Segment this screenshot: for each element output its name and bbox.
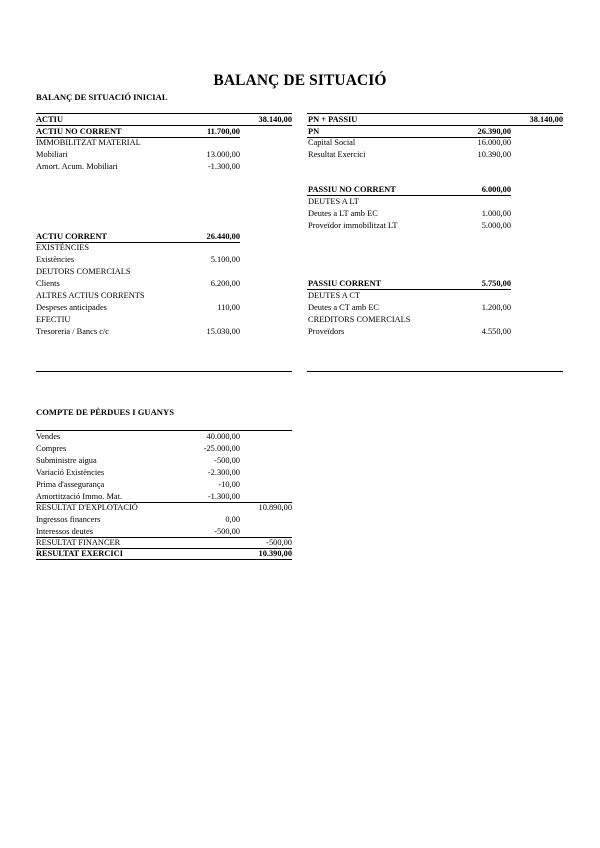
pyg-row-label: Interessos deutes	[36, 527, 93, 536]
pyg-row-label: Compres	[36, 444, 67, 453]
resultat-explotacio-value: 10.890,00	[258, 503, 292, 512]
passiu-corrent-rule	[307, 289, 511, 290]
pyg-row-value: -500,00	[214, 527, 240, 536]
pyg-bottom-rule	[36, 559, 292, 560]
passiu-top-rule	[307, 113, 563, 114]
row-value: -1.300,00	[207, 162, 240, 171]
group-label: DEUTORS COMERCIALS	[36, 267, 131, 276]
pyg-row-label: Amortització Immo. Mat.	[36, 492, 123, 501]
row-value: 6.200,00	[210, 279, 240, 288]
pn-total: 26.390,00	[477, 127, 511, 136]
actiu-no-corrent-label: ACTIU NO CORRENT	[36, 127, 122, 136]
actiu-header: ACTIU	[36, 115, 63, 124]
row-value: 5.100,00	[210, 255, 240, 264]
row-value: 15.030,00	[206, 327, 240, 336]
pyg-row-value: -1.300,00	[207, 492, 240, 501]
actiu-corrent-label: ACTIU CORRENT	[36, 232, 107, 241]
group-label: DEUTES A LT	[308, 197, 359, 206]
pyg-row-value: -2.300,00	[207, 468, 240, 477]
row-value: 1.000,00	[481, 209, 511, 218]
pyg-row-label: Ingressos financers	[36, 515, 101, 524]
resultat-financer-label: RESULTAT FINANCER	[36, 538, 121, 547]
pyg-row-value: 0,00	[225, 515, 240, 524]
row-label: Resultat Exercici	[308, 150, 366, 159]
row-label: Capital Social	[308, 138, 356, 147]
row-label: Despeses anticipades	[36, 303, 107, 312]
actiu-bottom-rule	[36, 371, 292, 372]
row-label: Tresoreria / Bancs c/c	[36, 327, 109, 336]
pyg-row-label: Prima d'assegurança	[36, 480, 105, 489]
actiu-top-rule	[36, 113, 292, 114]
passiu-header: PN + PASSIU	[308, 115, 358, 124]
row-value: 10.390,00	[477, 150, 511, 159]
pyg-row-value: -25.000,00	[203, 444, 240, 453]
pn-label: PN	[308, 127, 320, 136]
row-label: Deutes a CT amb EC	[308, 303, 380, 312]
actiu-total: 38.140,00	[258, 115, 292, 124]
page-title: BALANÇ DE SITUACIÓ	[213, 72, 387, 89]
pyg-row-label: Subministre aigua	[36, 456, 97, 465]
passiu-no-corrent-label: PASSIU NO CORRENT	[308, 185, 396, 194]
row-label: Deutes a LT amb EC	[308, 209, 378, 218]
pyg-row-label: Vendes	[36, 432, 61, 441]
row-label: Amort. Acum. Mobiliari	[36, 162, 118, 171]
row-value: 110,00	[217, 303, 240, 312]
actiu-no-corrent-total: 11.700,00	[206, 127, 240, 136]
group-label: EFECTIU	[36, 315, 71, 324]
row-value: 13.000,00	[206, 150, 240, 159]
balance-subtitle: BALANÇ DE SITUACIÓ INICIAL	[36, 92, 168, 102]
group-label: CREDITORS COMERCIALS	[308, 315, 411, 324]
pyg-row-label: Variació Existències	[36, 468, 105, 477]
group-label: EXISTÈNCIES	[36, 243, 90, 252]
passiu-corrent-label: PASSIU CORRENT	[308, 279, 382, 288]
passiu-header-rule	[307, 125, 563, 126]
passiu-corrent-total: 5.750,00	[481, 279, 511, 288]
row-value: 16.000,00	[477, 138, 511, 147]
group-label: ALTRES ACTIUS CORRENTS	[36, 291, 145, 300]
group-label: IMMOBILITZAT MATERIAL	[36, 138, 141, 147]
passiu-no-corrent-total: 6.000,00	[481, 185, 511, 194]
resultat-explotacio-label: RESULTAT D'EXPLOTACIÓ	[36, 503, 138, 512]
resultat-exercici-value: 10.390,00	[258, 549, 292, 558]
row-value: 1.200,00	[481, 303, 511, 312]
pyg-row-value: 40.000,00	[206, 432, 240, 441]
row-label: Clients	[36, 279, 60, 288]
pyg-row-value: -10,00	[218, 480, 240, 489]
group-label: DEUTES A CT	[308, 291, 361, 300]
passiu-total: 38.140,00	[529, 115, 563, 124]
passiu-bottom-rule	[307, 371, 563, 372]
row-label: Proveïdor immobilitzat LT	[308, 221, 398, 230]
row-label: Mobiliari	[36, 150, 68, 159]
row-label: Proveïdors	[308, 327, 345, 336]
pyg-row-value: -500,00	[214, 456, 240, 465]
row-value: 5.000,00	[481, 221, 511, 230]
actiu-corrent-total: 26.440,00	[206, 232, 240, 241]
pyg-title: COMPTE DE PÈRDUES I GUANYS	[36, 407, 174, 417]
resultat-financer-value: -500,00	[266, 538, 292, 547]
actiu-header-rule	[36, 125, 292, 126]
row-label: Existències	[36, 255, 75, 264]
passiu-no-corrent-rule	[307, 195, 511, 196]
pyg-top-rule	[36, 430, 292, 431]
row-value: 4.550,00	[481, 327, 511, 336]
resultat-exercici-label: RESULTAT EXERCICI	[36, 549, 123, 558]
